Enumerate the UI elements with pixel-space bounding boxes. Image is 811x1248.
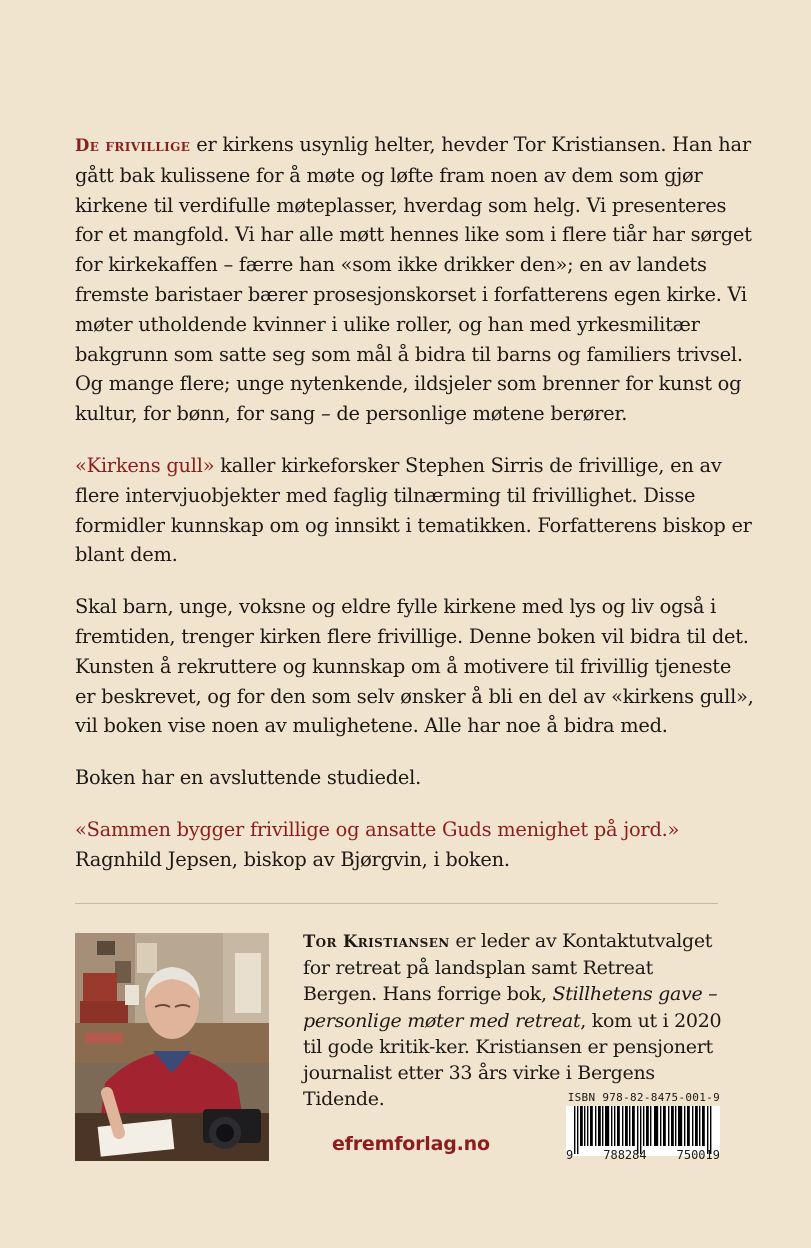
quote-text: «Sammen bygger frivillige og ansatte Guds menighet på jord.» bbox=[75, 817, 680, 841]
isbn-digit-lead: 9 bbox=[566, 1148, 574, 1162]
isbn-label: ISBN 978-82-8475-001-9 bbox=[567, 1091, 720, 1104]
isbn-digit-group-2: 750019 bbox=[676, 1148, 720, 1162]
author-bio bbox=[303, 928, 728, 1112]
author-bio-part-2: , kom ut i 2020 til gode kritik-ker. Kristiansen er pensjonert journalist etter 33 års virke i Bergens Tidende. bbox=[303, 1009, 722, 1111]
study-paragraph: Boken har en avsluttende studiedel. bbox=[75, 766, 421, 790]
previous-book-title: Stillhetens gave – personlige møter med retreat bbox=[303, 983, 718, 1032]
section-divider bbox=[75, 903, 718, 904]
quote-block bbox=[75, 815, 755, 875]
gold-lead: «Kirkens gull» bbox=[75, 453, 215, 477]
future-paragraph: Skal barn, unge, voksne og eldre fylle kirkene med lys og liv også i fremtiden, trenger kirken flere frivillige. Denne boken vil bidra til det. Kunsten å rekruttere og kunnskap om å motivere til frivillig tjeneste er beskrevet, og for den som selv ønsker å bli en del av «kirkens gull», vil boken vise noen av mulighetene. Alle har noe å bidra med. bbox=[75, 595, 754, 738]
gold-body: kaller kirkeforsker Stephen Sirris de frivillige, en av flere intervjuobjekter med faglig tilnærming til frivillighet. Disse formidler kunnskap om og innsikt i tematikken. Forfatterens biskop er blant dem. bbox=[75, 453, 752, 567]
author-name: Tor Kristiansen bbox=[303, 932, 450, 951]
intro-body: er kirkens usynlig helter, hevder Tor Kristiansen. Han har gått bak kulissene for å møte og løfte fram noen av dem som gjør kirkene til verdifulle møteplasser, hverdag som helg. Vi presenteres for et mangfold. Vi har alle møtt hennes like som i flere tiår har sørget for kirkekaffen – færre han «som ikke drikker den»; en av landets fremste baristaer bærer prosesjonskorset i forfatterens egen kirke. Vi møter utholdende kvinner i ulike roller, og han med yrkesmilitær bakgrunn som satte seg som mål å bidra til barns og familiers trivsel. Og mange flere; unge nytenkende, ildsjeler som brenner for kunst og kultur, for bønn, for sang – de personlige møtene berører. bbox=[75, 133, 752, 426]
publisher-url: efremforlag.no bbox=[332, 1133, 490, 1155]
intro-lead: De frivillige bbox=[75, 136, 191, 155]
isbn-digit-group-1: 788284 bbox=[603, 1148, 647, 1162]
quote-attribution: Ragnhild Jepsen, biskop av Bjørgvin, i boken. bbox=[75, 847, 510, 871]
isbn-digits bbox=[566, 1148, 720, 1162]
gold-paragraph bbox=[75, 451, 755, 570]
intro-paragraph bbox=[75, 130, 755, 429]
author-photo bbox=[75, 933, 269, 1161]
back-cover-text bbox=[75, 130, 755, 875]
author-bio-part-1: er leder av Kontaktutvalget for retreat på landsplan samt Retreat Bergen. Hans forrige bok, bbox=[303, 930, 713, 1006]
